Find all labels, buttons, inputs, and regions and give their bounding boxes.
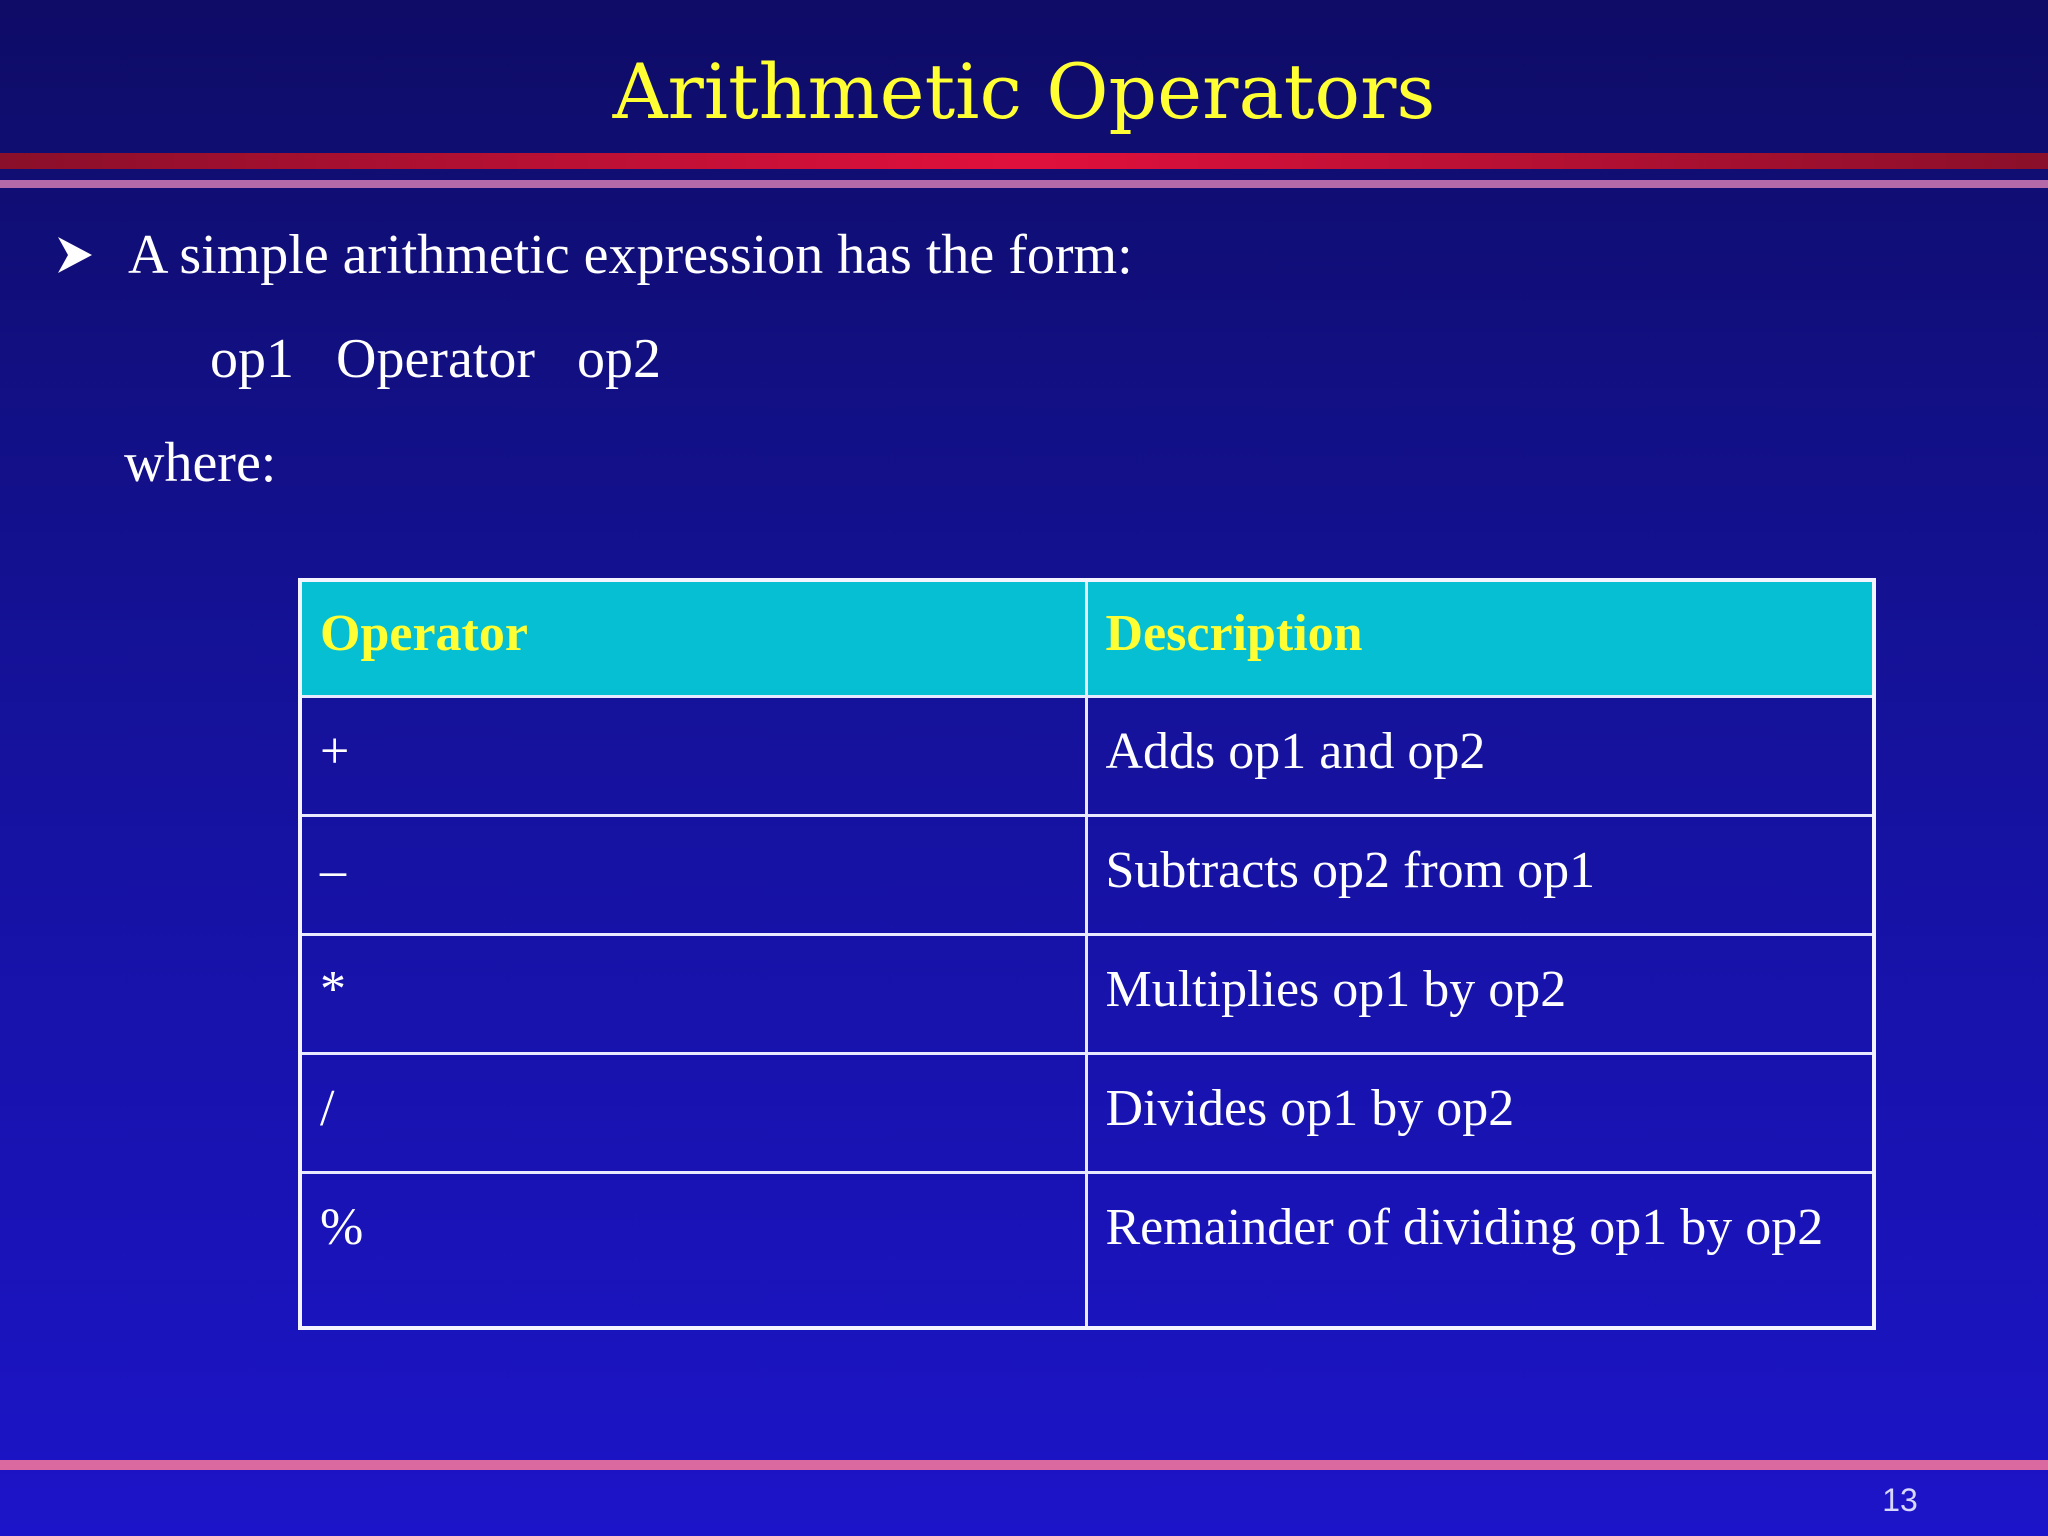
header-description: Description — [1086, 580, 1874, 696]
table-row — [300, 934, 1874, 1053]
table-row — [300, 815, 1874, 934]
bullet-text: A simple arithmetic expression has the form: — [128, 224, 1133, 286]
page-number: 13 — [1882, 1482, 1918, 1518]
operator-cell: * — [300, 934, 1086, 1053]
operators-table — [298, 578, 1876, 1330]
bullet-point — [56, 222, 1133, 288]
slide-title: Arithmetic Operators — [612, 47, 1436, 136]
arrowhead-bullet-icon — [56, 235, 94, 275]
description-cell: Multiplies op1 by op2 — [1086, 934, 1874, 1053]
operator-cell: – — [300, 815, 1086, 934]
title-divider-pink — [0, 180, 2048, 188]
title-divider-red — [0, 153, 2048, 169]
where-label: where: — [124, 432, 277, 494]
table-row — [300, 696, 1874, 815]
description-cell: Adds op1 and op2 — [1086, 696, 1874, 815]
header-operator: Operator — [300, 580, 1086, 696]
expression-form: op1 Operator op2 — [210, 328, 662, 390]
footer-divider — [0, 1460, 2048, 1470]
operator-cell: + — [300, 696, 1086, 815]
table-row — [300, 1053, 1874, 1172]
description-cell: Remainder of dividing op1 by op2 — [1086, 1172, 1874, 1328]
description-cell: Subtracts op2 from op1 — [1086, 815, 1874, 934]
operator-cell: / — [300, 1053, 1086, 1172]
table-header-row — [300, 580, 1874, 696]
description-cell: Divides op1 by op2 — [1086, 1053, 1874, 1172]
table-row — [300, 1172, 1874, 1328]
operator-cell: % — [300, 1172, 1086, 1328]
